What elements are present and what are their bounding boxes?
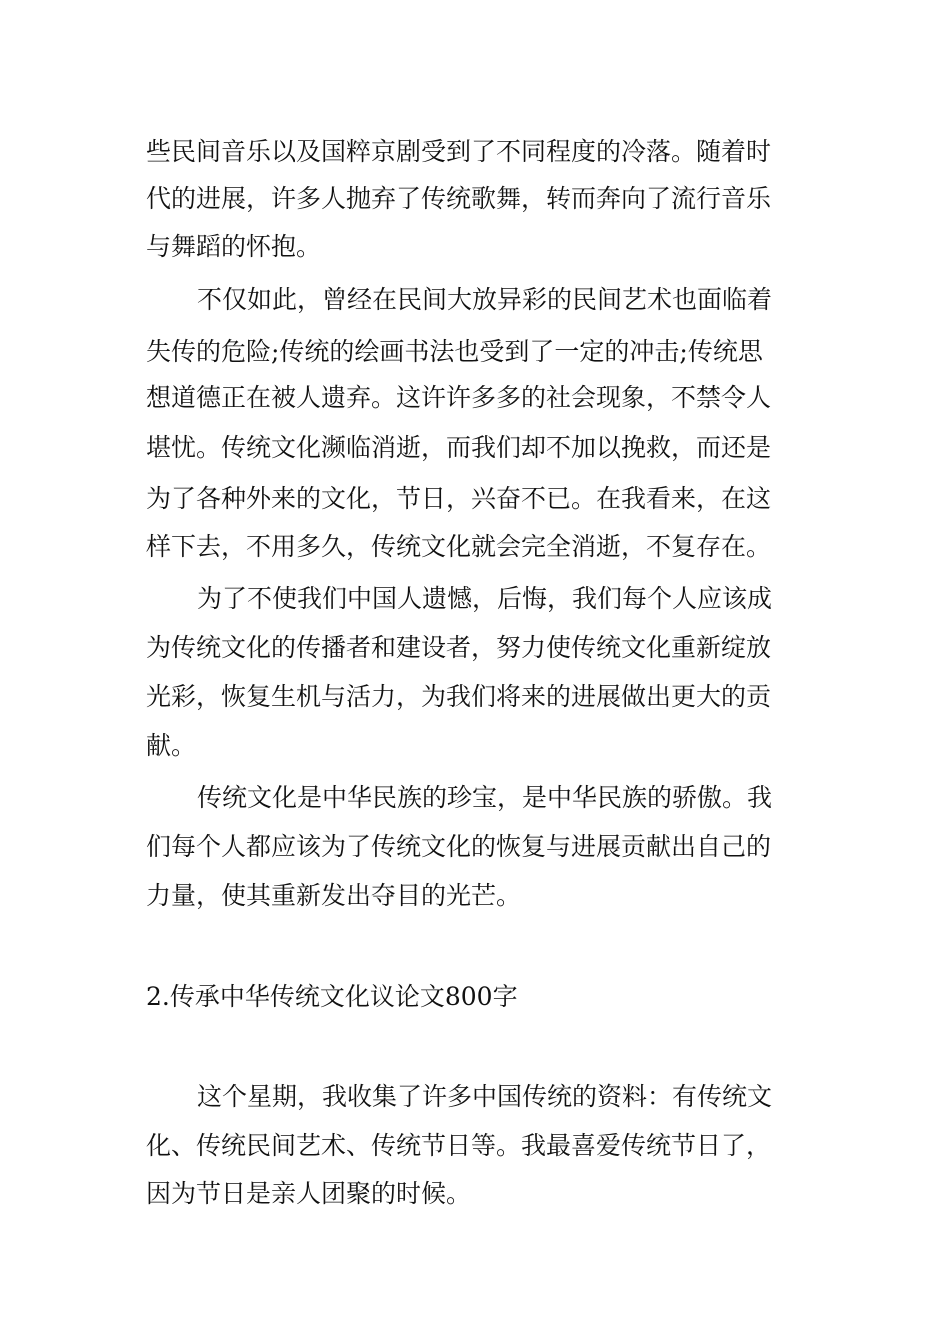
paragraph-4-line-3: 力量，使其重新发出夺目的光芒。 bbox=[146, 881, 522, 910]
paragraph-4-line-2: 们每个人都应该为了传统文化的恢复与进展贡献出自己的 bbox=[146, 832, 772, 861]
paragraph-1-line-3: 与舞蹈的怀抱。 bbox=[146, 232, 322, 261]
paragraph-2-line-1: 不仅如此，曾经在民间大放异彩的民间艺术也面临着 bbox=[197, 285, 773, 314]
section-paragraph-line-1: 这个星期，我收集了许多中国传统的资料：有传统文 bbox=[197, 1082, 773, 1111]
section-paragraph-line-3: 因为节日是亲人团聚的时候。 bbox=[146, 1179, 472, 1208]
paragraph-3-line-3: 光彩，恢复生机与活力，为我们将来的进展做出更大的贡 bbox=[146, 682, 772, 711]
paragraph-4-line-1: 传统文化是中华民族的珍宝，是中华民族的骄傲。我 bbox=[197, 783, 773, 812]
paragraph-2-line-3: 想道德正在被人遗弃。这许许多多的社会现象，不禁令人 bbox=[146, 383, 772, 412]
paragraph-3-line-2: 为传统文化的传播者和建设者，努力使传统文化重新绽放 bbox=[146, 633, 772, 662]
section-heading: 2.传承中华传统文化议论文800字 bbox=[146, 982, 518, 1011]
paragraph-3-line-1: 为了不使我们中国人遗憾，后悔，我们每个人应该成 bbox=[197, 584, 773, 613]
section-paragraph-line-2: 化、传统民间艺术、传统节日等。我最喜爱传统节日了， bbox=[146, 1131, 772, 1160]
paragraph-3-line-4: 献。 bbox=[146, 731, 197, 760]
paragraph-2-line-5: 为了各种外来的文化，节日，兴奋不已。在我看来，在这 bbox=[146, 484, 772, 513]
paragraph-2-line-2: 失传的危险;传统的绘画书法也受到了一定的冲击;传统思 bbox=[146, 337, 763, 366]
paragraph-1-line-1: 些民间音乐以及国粹京剧受到了不同程度的冷落。随着时 bbox=[146, 137, 772, 166]
paragraph-2-line-6: 样下去，不用多久，传统文化就会完全消逝，不复存在。 bbox=[146, 532, 772, 561]
paragraph-2-line-4: 堪忧。传统文化濒临消逝，而我们却不加以挽救，而还是 bbox=[146, 433, 772, 462]
paragraph-1-line-2: 代的进展，许多人抛弃了传统歌舞，转而奔向了流行音乐 bbox=[146, 184, 772, 213]
